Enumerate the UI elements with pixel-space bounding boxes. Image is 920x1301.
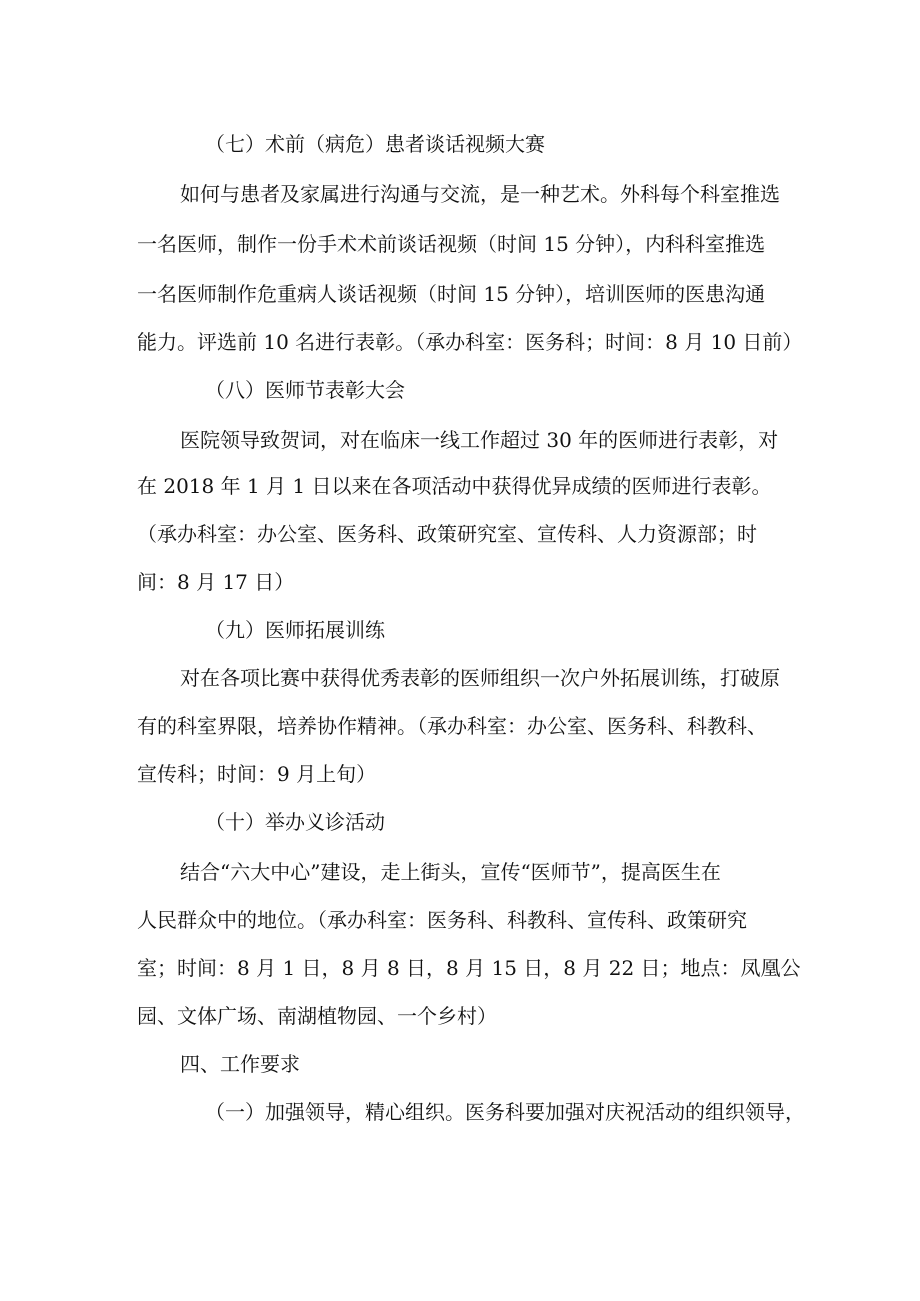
paragraph-line: 人民群众中的地位。（承办科室：医务科、科教科、宣传科、政策研究 [137,908,747,932]
paragraph-line: 一名医师，制作一份手术术前谈话视频（时间 15 分钟），内科科室推选 [137,232,766,256]
heading-section-8: （八）医师节表彰大会 [205,378,405,402]
paragraph-line: 间：8 月 17 日） [137,570,295,594]
paragraph-line: 室；时间：8 月 1 日，8 月 8 日，8 月 15 日，8 月 22 日；地点：凤凰公 [137,956,801,980]
paragraph-line: （一）加强领导，精心组织。医务科要加强对庆祝活动的组织领导， [205,1100,805,1124]
paragraph-line: 宣传科；时间：9 月上旬） [137,762,377,786]
paragraph-line: 结合“六大中心”建设，走上街头，宣传“医师节”，提高医生在 [180,860,721,884]
paragraph-line: 医院领导致贺词，对在临床一线工作超过 30 年的医师进行表彰，对 [180,428,779,452]
heading-section-10: （十）举办义诊活动 [205,810,385,834]
paragraph-line: 能力。评选前 10 名进行表彰。（承办科室：医务科；时间：8 月 10 日前） [137,330,803,354]
paragraph-line: 园、文体广场、南湖植物园、一个乡村） [137,1004,497,1028]
paragraph-line: （承办科室：办公室、医务科、政策研究室、宣传科、人力资源部；时 [137,522,757,546]
paragraph-line: 有的科室界限，培养协作精神。（承办科室：办公室、医务科、科教科、 [137,714,767,738]
paragraph-line: 在 2018 年 1 月 1 日以来在各项活动中获得优异成绩的医师进行表彰。 [137,474,772,498]
heading-section-7: （七）术前（病危）患者谈话视频大赛 [205,132,545,156]
heading-section-9: （九）医师拓展训练 [205,618,385,642]
paragraph-line: 对在各项比赛中获得优秀表彰的医师组织一次户外拓展训练，打破原 [180,666,780,690]
paragraph-line: 如何与患者及家属进行沟通与交流，是一种艺术。外科每个科室推选 [180,182,780,206]
paragraph-line: 一名医师制作危重病人谈话视频（时间 15 分钟），培训医师的医患沟通 [137,282,766,306]
heading-work-requirements: 四、工作要求 [180,1052,300,1076]
